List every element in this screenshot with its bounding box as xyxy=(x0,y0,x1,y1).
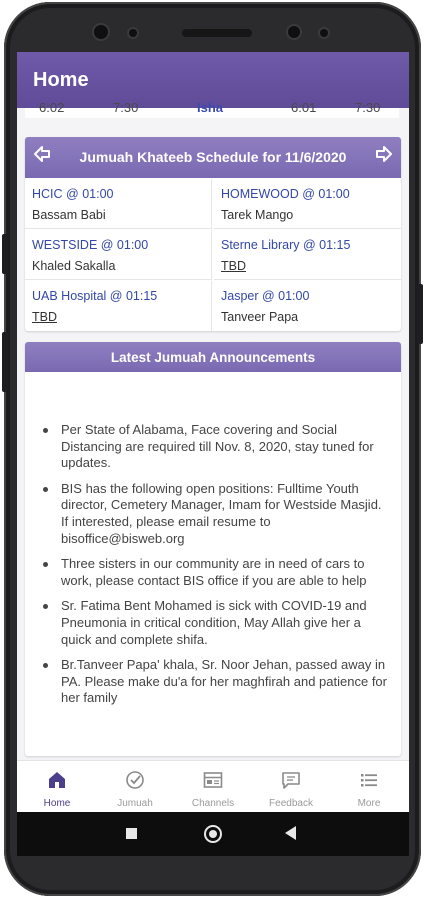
volume-button xyxy=(2,234,8,274)
prayer-times-strip[interactable] xyxy=(25,100,399,118)
khateeb-location: HOMEWOOD @ 01:00 xyxy=(221,187,350,201)
check-circle-icon xyxy=(125,770,145,790)
khateeb-cell xyxy=(214,230,401,280)
page-title: Home xyxy=(33,69,89,91)
khateeb-location: Sterne Library @ 01:15 xyxy=(221,238,351,252)
earpiece-speaker xyxy=(182,29,252,37)
nav-more[interactable] xyxy=(330,761,408,813)
khateeb-name: Tarek Mango xyxy=(221,208,294,222)
list-item: Three sisters in our community are in need of cars to work, please contact BIS office if you are able to help xyxy=(40,556,390,589)
app-screen xyxy=(17,52,409,812)
khateeb-schedule-card xyxy=(25,137,401,331)
announcements-title: Latest Jumuah Announcements xyxy=(110,350,316,365)
list-item: BIS has the following open positions: Fulltime Youth director, Cemetery Manager, Imam for Westside Masjid. If interested, please email resume to bisoffice@bisweb.org xyxy=(40,481,390,547)
khateeb-location: UAB Hospital @ 01:15 xyxy=(32,289,158,303)
khateeb-name: Bassam Babi xyxy=(32,208,106,222)
nav-channels[interactable] xyxy=(174,761,252,813)
prayer-name: Isha xyxy=(197,100,224,115)
proximity-sensor-icon xyxy=(288,26,300,38)
announcements-header xyxy=(25,342,401,372)
khateeb-schedule-title: Jumuah Khateeb Schedule for 11/6/2020 xyxy=(79,149,347,165)
channels-icon xyxy=(203,770,223,790)
nav-label: More xyxy=(357,798,381,809)
khateeb-name: Tanveer Papa xyxy=(221,310,299,324)
khateeb-name-tbd-link[interactable]: TBD xyxy=(221,259,246,273)
system-navigation-bar xyxy=(17,812,409,856)
khateeb-cell xyxy=(25,179,212,229)
khateeb-name: Khaled Sakalla xyxy=(32,259,116,273)
nav-label: Jumuah xyxy=(117,798,153,809)
announcements-card xyxy=(25,342,401,756)
nav-label: Home xyxy=(43,798,71,809)
announcements-list xyxy=(40,422,390,716)
list-item: Per State of Alabama, Face covering and Social Distancing are required till Nov. 8, 2020, stay tuned for updates. xyxy=(40,422,390,472)
prayer-time: 7:30 xyxy=(355,100,381,115)
recents-square-icon[interactable] xyxy=(126,828,137,839)
volume-button-2 xyxy=(2,332,8,392)
light-sensor-icon xyxy=(320,29,328,37)
list-item: Sr. Fatima Bent Mohamed is sick with COVID-19 and Pneumonia in critical condition, May Allah give her a quick and complete shifa. xyxy=(40,598,390,648)
sensor-icon xyxy=(129,29,137,37)
next-arrow-icon[interactable] xyxy=(375,145,393,167)
khateeb-cell xyxy=(214,179,401,229)
khateeb-cell xyxy=(25,281,212,331)
back-triangle-icon[interactable] xyxy=(285,826,296,840)
prayer-time: 7:30 xyxy=(113,100,139,115)
khateeb-location: WESTSIDE @ 01:00 xyxy=(32,238,149,252)
front-camera-icon xyxy=(94,25,108,39)
khateeb-location: HCIC @ 01:00 xyxy=(32,187,114,201)
nav-label: Feedback xyxy=(269,798,313,809)
khateeb-location: Jasper @ 01:00 xyxy=(221,289,310,303)
list-item: Br.Tanveer Papa' khala, Sr. Noor Jehan, passed away in PA. Please make du'a for her maghfirah and patience for her family xyxy=(40,657,390,707)
power-button xyxy=(417,284,423,344)
home-icon xyxy=(47,770,67,790)
khateeb-cell xyxy=(25,230,212,280)
feedback-icon xyxy=(281,770,301,790)
khateeb-cell xyxy=(214,281,401,331)
prayer-time: 6:01 xyxy=(291,100,317,115)
khateeb-schedule-header xyxy=(25,137,401,178)
home-circle-icon[interactable] xyxy=(204,825,222,843)
prayer-time: 6:02 xyxy=(39,100,65,115)
nav-home[interactable] xyxy=(18,761,96,813)
nav-jumuah[interactable] xyxy=(96,761,174,813)
bottom-navigation xyxy=(17,760,409,813)
menu-list-icon xyxy=(359,770,379,790)
nav-label: Channels xyxy=(191,798,235,809)
nav-feedback[interactable] xyxy=(252,761,330,813)
khateeb-name-tbd-link[interactable]: TBD xyxy=(32,310,57,324)
